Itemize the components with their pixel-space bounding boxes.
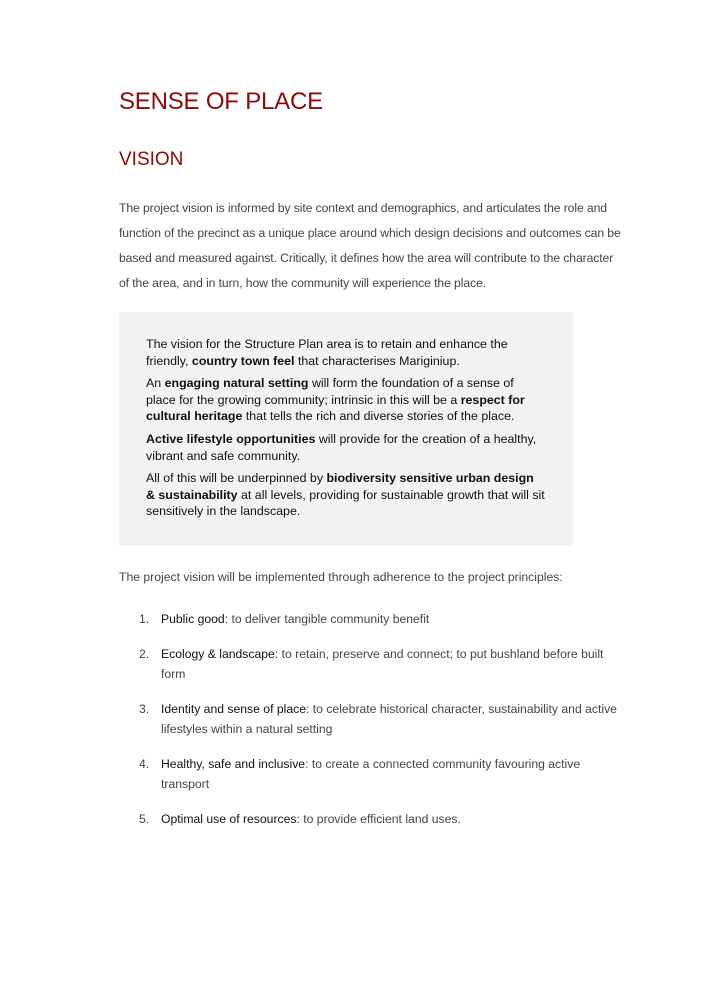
callout-text: All of this will be underpinned by [146,471,327,486]
callout-paragraph-4 [146,470,545,520]
callout-paragraph-2 [146,375,545,425]
principle-description: : to create a connected community favouring active transport [161,757,581,791]
callout-text: will provide for the creation of a healthy, vibrant and safe community. [146,431,537,463]
callout-highlight: respect for cultural heritage [146,392,525,424]
intro-paragraph: The project vision is informed by site context and demographics, and articulates the role and function of the precinct as a unique place around which design decisions and outcomes can be based and measured against. Critically, it defines how the area will contribute to the character of the area, and in turn, how the community will experience the place. [119,201,621,290]
section-title: VISION [119,149,184,170]
principle-description: : to celebrate historical character, sustainability and active lifestyles within a natural setting [161,702,617,736]
callout-highlight: country town feel [191,353,295,368]
principle-description: : to deliver tangible community benefit [224,612,430,626]
list-item [139,609,624,629]
vision-callout [119,312,573,546]
list-item [139,644,624,684]
principle-description: : to provide efficient land uses. [296,812,461,826]
list-number: 3. [139,702,150,716]
principle-description: : to retain, preserve and connect; to put bushland before built form [161,647,604,681]
principles-list [139,609,624,844]
callout-text: The vision for the Structure Plan area is to retain and enhance the friendly, [146,337,508,368]
list-number: 4. [139,757,150,771]
page-title: SENSE OF PLACE [119,88,323,115]
callout-paragraph-1 [146,336,545,369]
list-number: 5. [139,812,150,826]
principle-term: Public good [161,612,225,626]
principle-term: Healthy, safe and inclusive [161,757,306,771]
principles-intro: The project vision will be implemented through adherence to the project principles: [119,570,563,584]
principle-term: Ecology & landscape [161,647,275,661]
callout-text: that characterises Mariginiup. [294,353,460,368]
callout-text: will form the foundation of a sense of place for the growing community; intrinsic in this will be a [146,376,514,407]
callout-paragraph-3 [146,431,545,464]
list-item [139,809,624,829]
callout-highlight: Active lifestyle opportunities [146,431,316,446]
list-number: 2. [139,647,150,661]
principle-term: Optimal use of resources [161,812,297,826]
callout-highlight: engaging natural setting [164,376,309,391]
callout-text: An [146,376,165,391]
list-number: 1. [139,612,150,626]
list-item [139,754,624,794]
callout-text: that tells the rich and diverse stories of the place. [242,409,515,424]
callout-text: at all levels, providing for sustainable growth that will sit sensitively in the landscape. [146,487,545,519]
principle-term: Identity and sense of place [161,702,306,716]
list-item [139,699,624,739]
callout-highlight: biodiversity sensitive urban design & sustainability [146,471,534,502]
